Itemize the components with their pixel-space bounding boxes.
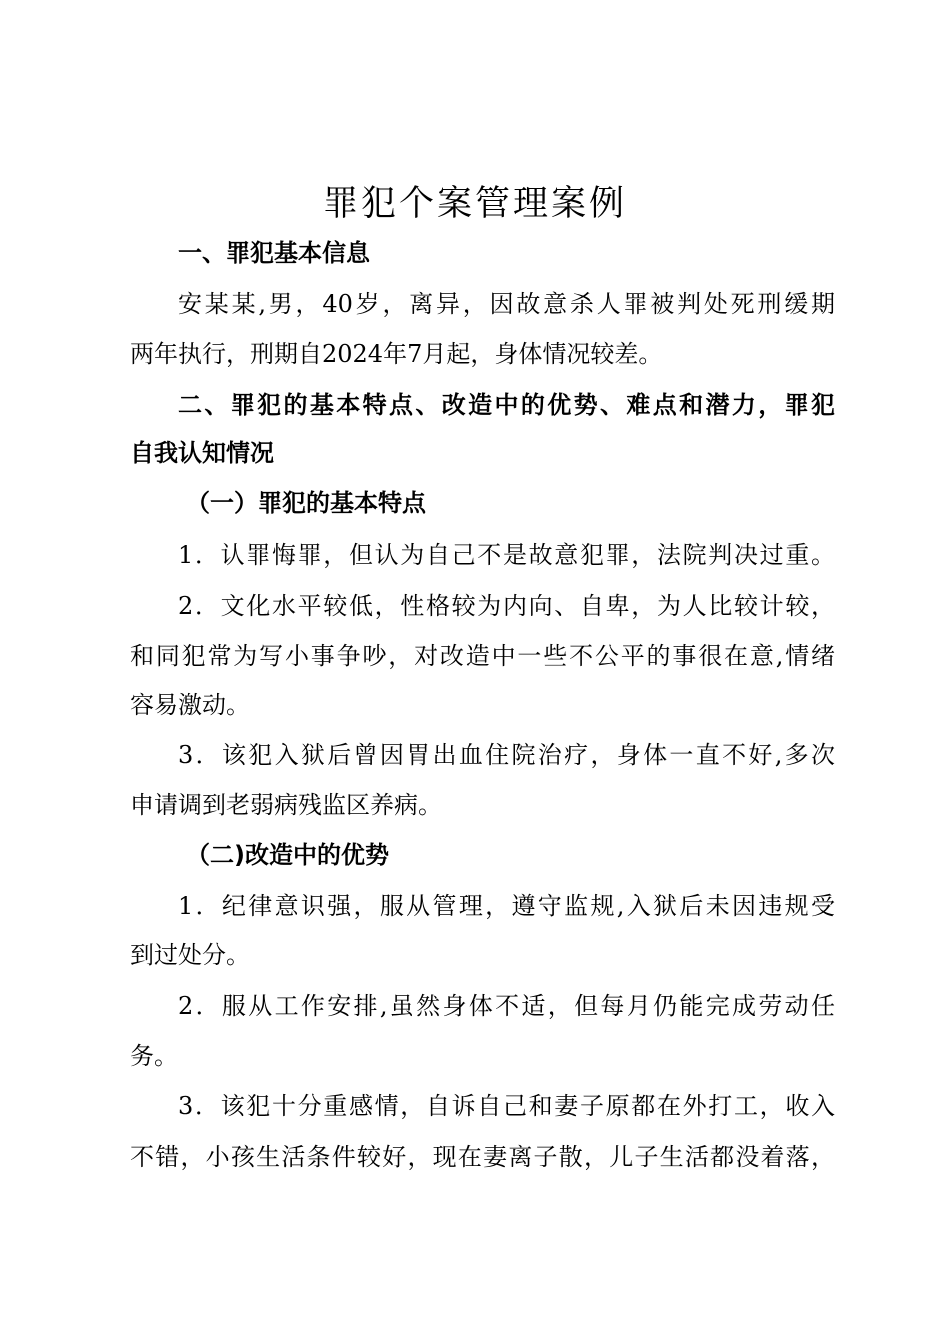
paragraph-line: 容易激动。 <box>130 691 250 719</box>
paragraph-line: 务。 <box>130 1042 178 1070</box>
list-item: 1．认罪悔罪，但认为自己不是故意犯罪，法院判决过重。 <box>178 541 835 569</box>
section-heading-1: 一、罪犯基本信息 <box>178 239 370 267</box>
document-title: 罪犯个案管理案例 <box>322 184 627 224</box>
list-item: 3．该犯十分重感情，自诉自己和妻子原都在外打工，收入 <box>178 1092 835 1120</box>
list-item: 2．文化水平较低，性格较为内向、自卑，为人比较计较， <box>178 592 835 620</box>
section-heading-2: 二、罪犯的基本特点、改造中的优势、难点和潜力，罪犯 <box>178 391 835 419</box>
section-heading-2-cont: 自我认知情况 <box>130 439 274 467</box>
list-item: 2．服从工作安排,虽然身体不适，但每月仍能完成劳动任 <box>178 992 835 1020</box>
paragraph-line: 到过处分。 <box>130 941 250 969</box>
paragraph-line: 安某某,男，40岁，离异，因故意杀人罪被判处死刑缓期 <box>178 290 835 318</box>
list-item: 3．该犯入狱后曾因胃出血住院治疗，身体一直不好,多次 <box>178 741 835 769</box>
paragraph-line: 不错，小孩生活条件较好，现在妻离子散，儿子生活都没着落， <box>130 1143 835 1171</box>
paragraph-line: 和同犯常为写小事争吵，对改造中一些不公平的事很在意,情绪 <box>130 642 835 670</box>
paragraph-line: 申请调到老弱病残监区养病。 <box>130 791 442 819</box>
paragraph-line: 两年执行，刑期自2024年7月起，身体情况较差。 <box>130 340 663 368</box>
list-item: 1．纪律意识强，服从管理，遵守监规,入狱后未因违规受 <box>178 892 835 920</box>
subsection-heading-2: （二)改造中的优势 <box>186 841 389 869</box>
subsection-heading-1: （一）罪犯的基本特点 <box>186 489 426 517</box>
